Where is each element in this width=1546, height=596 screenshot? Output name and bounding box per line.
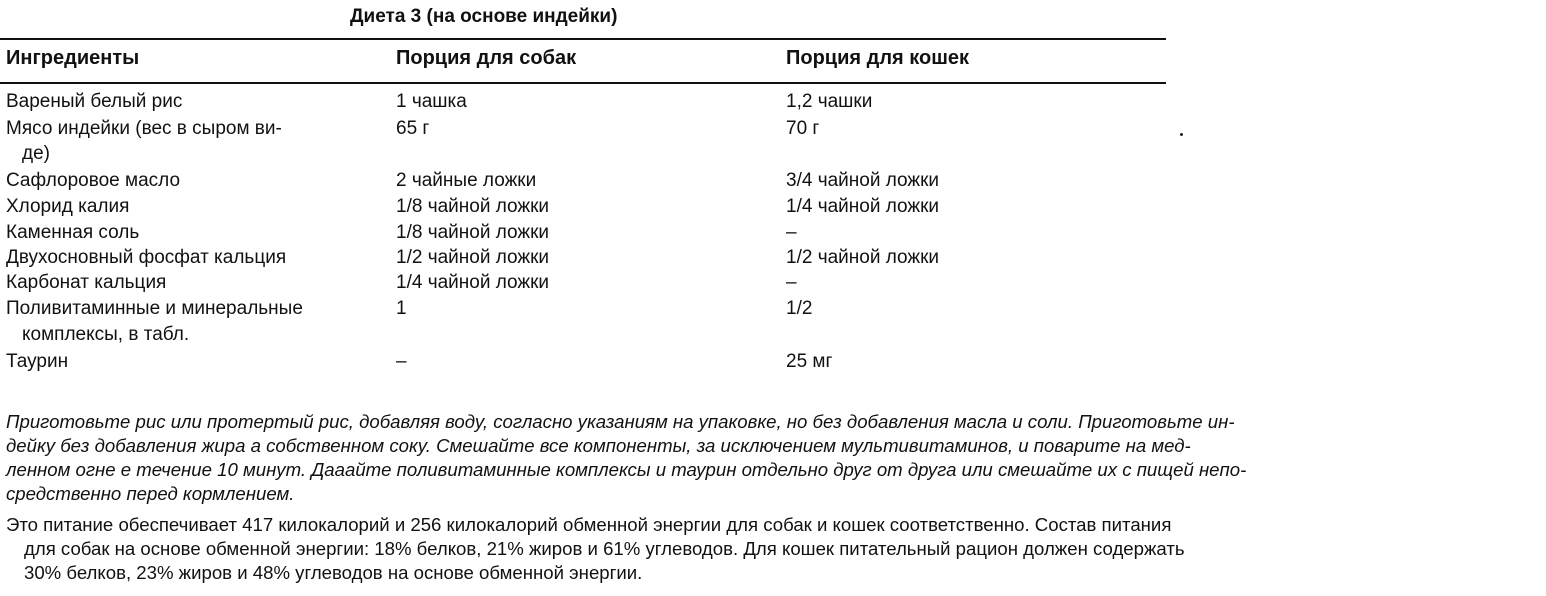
energy-summary (6, 513, 1536, 585)
table-row-cat: 25 мг (786, 351, 833, 372)
note-line: дейку без добавления жира а собственном соку. Смешайте все компоненты, за исключением мультивитаминов, и поварите на мед- (6, 435, 1191, 456)
table-row-cat: 1/2 (786, 298, 813, 319)
table-row-dog: 1/4 чайной ложки (396, 272, 550, 293)
table-row-dog: 1/8 чайной ложки (396, 196, 550, 217)
table-row-dog: 65 г (396, 118, 430, 139)
table-row-ingredient: Вареный белый рис (6, 91, 183, 112)
table-row-dog: 1/2 чайной ложки (396, 247, 550, 268)
note-line: Приготовьте рис или протертый рис, добавляя воду, согласно указаниям на упаковке, но без добавления масла и соли. Приготовьте ин- (6, 411, 1235, 432)
table-row-dog: 1 (396, 298, 407, 319)
summary-line: Это питание обеспечивает 417 килокалорий и 256 килокалорий обменной энергии для собак и кошек соответственно. Состав питания (6, 514, 1172, 535)
summary-line: для собак на основе обменной энергии: 18% белков, 21% жиров и 61% углеводов. Для кошек питательный рацион должен содержать (24, 538, 1185, 559)
table-row-ingredient: Таурин (6, 351, 69, 372)
header-cat-portion: Порция для кошек (786, 47, 970, 69)
preparation-note (6, 410, 1536, 506)
table-row-dog: 2 чайные ложки (396, 170, 537, 191)
table-row-ingredient: Двухосновный фосфат кальция (6, 247, 287, 268)
table-row-cat: – (786, 222, 797, 243)
table-row-dog: 1 чашка (396, 91, 467, 112)
table-row-ingredient: Сафлоровое масло (6, 170, 181, 191)
table-row-ingredient: Мясо индейки (вес в сыром ви- (6, 118, 282, 139)
note-line: ленном огне е течение 10 минут. Дааайте поливитаминные комплексы и таурин отдельно друг от друга или смешайте их с пищей непо- (6, 459, 1247, 480)
table-row-ingredient: Поливитаминные и минеральные (6, 298, 303, 319)
table-row-ingredient: Хлорид калия (6, 196, 130, 217)
note-line: средственно перед кормлением. (6, 483, 295, 504)
table-row-ingredient-cont: де) (22, 143, 50, 164)
stray-dot-mark (1180, 133, 1183, 136)
diet-title: Диета 3 (на основе индейки) (350, 6, 618, 27)
table-row-ingredient-cont: комплексы, в табл. (22, 324, 190, 345)
header-ingredients: Ингредиенты (6, 47, 140, 69)
table-row-cat: 70 г (786, 118, 820, 139)
table-row-cat: – (786, 272, 797, 293)
table-row-cat: 1/2 чайной ложки (786, 247, 940, 268)
table-row-cat: 1,2 чашки (786, 91, 873, 112)
table-top-rule (0, 38, 1166, 40)
table-row-ingredient: Каменная соль (6, 222, 140, 243)
table-row-dog: – (396, 351, 407, 372)
table-row-cat: 3/4 чайной ложки (786, 170, 940, 191)
summary-line: 30% белков, 23% жиров и 48% углеводов на основе обменной энергии. (24, 562, 643, 583)
header-dog-portion: Порция для собак (396, 47, 577, 69)
table-row-ingredient: Карбонат кальция (6, 272, 167, 293)
table-row-cat: 1/4 чайной ложки (786, 196, 940, 217)
table-header-rule (0, 82, 1166, 84)
table-row-dog: 1/8 чайной ложки (396, 222, 550, 243)
